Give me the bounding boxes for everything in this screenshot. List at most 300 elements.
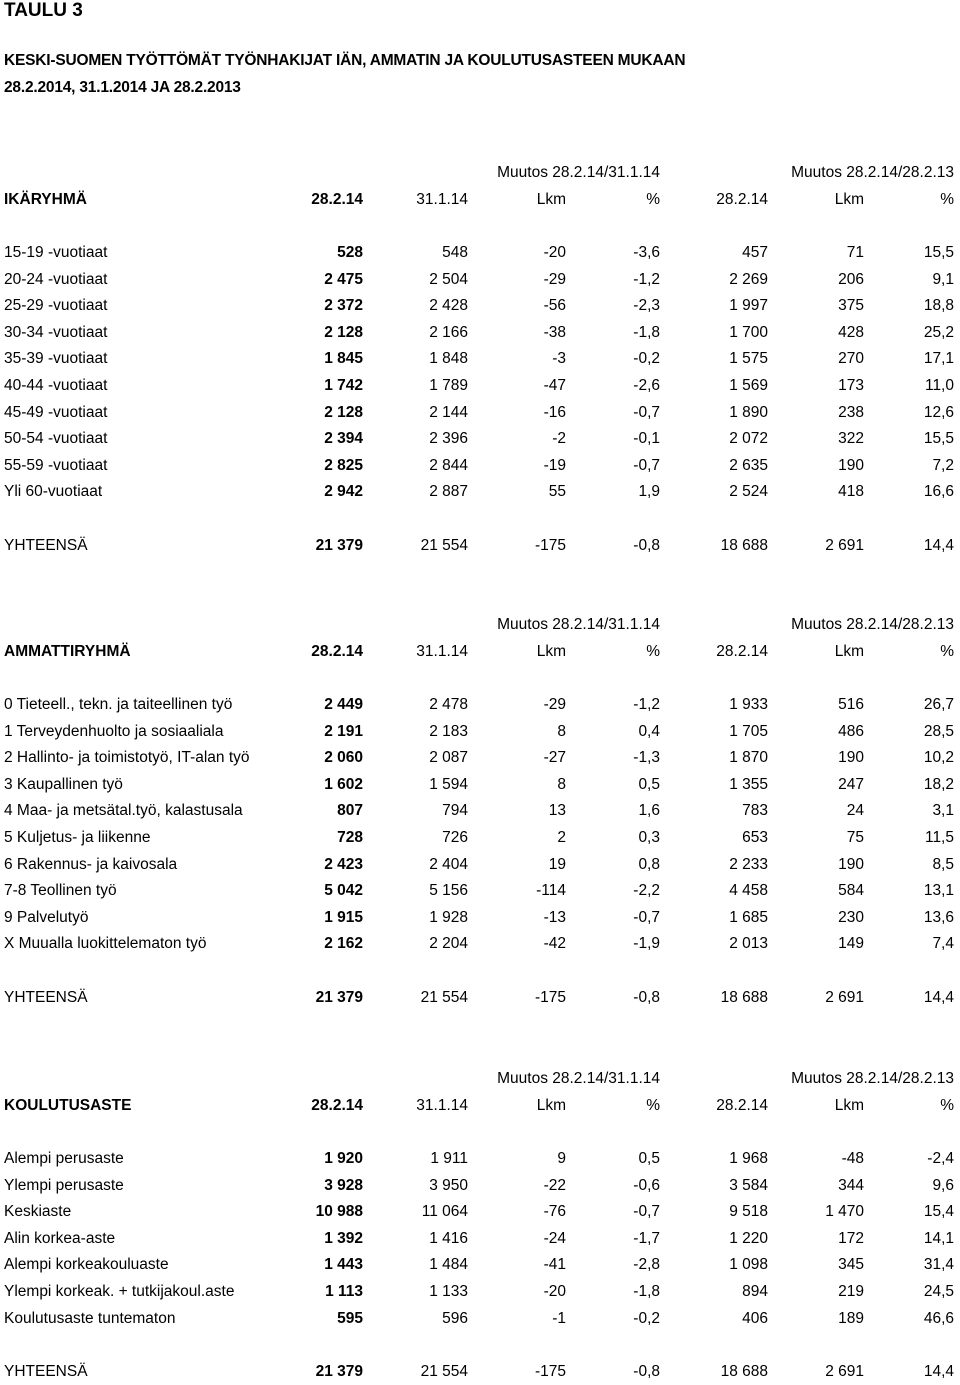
total-cell: 2 691 — [825, 989, 864, 1006]
table-row — [0, 267, 960, 293]
table-cell: 247 — [838, 776, 864, 793]
table-cell: 2 635 — [729, 457, 768, 474]
table-row — [0, 373, 960, 399]
table-row — [0, 293, 960, 319]
table-cell: 1 470 — [825, 1203, 864, 1220]
table-cell: -41 — [543, 1256, 566, 1273]
total-cell: 21 554 — [420, 989, 468, 1006]
table-cell: 0,8 — [638, 856, 660, 873]
row-label: 15-19 -vuotiaat — [4, 244, 108, 261]
table-cell: 31,4 — [923, 1256, 954, 1273]
row-label: 50-54 -vuotiaat — [4, 430, 108, 447]
column-header: % — [940, 643, 954, 660]
table-cell: 1 113 — [325, 1283, 363, 1300]
total-label: YHTEENSÄ — [4, 989, 88, 1006]
row-label: 40-44 -vuotiaat — [4, 377, 108, 394]
table-cell: 1 789 — [429, 377, 468, 394]
table-cell: 2 269 — [729, 271, 768, 288]
table-cell: 149 — [838, 935, 864, 952]
table-cell: 2 013 — [729, 935, 768, 952]
table-cell: 2 166 — [429, 324, 468, 341]
table-cell: 584 — [838, 882, 864, 899]
total-cell: 18 688 — [720, 989, 768, 1006]
table-cell: 9 — [557, 1150, 566, 1167]
table-cell: 24,5 — [923, 1283, 954, 1300]
table-cell: 15,5 — [923, 430, 954, 447]
table-cell: -2,2 — [633, 882, 660, 899]
table-cell: 9,1 — [932, 271, 954, 288]
total-row — [0, 533, 960, 559]
column-header: 28.2.14 — [311, 1097, 363, 1114]
table-cell: 1,6 — [638, 802, 660, 819]
table-cell: 2 204 — [429, 935, 468, 952]
table-cell: 2 423 — [324, 856, 363, 873]
row-label: Alin korkea-aste — [4, 1230, 116, 1247]
table-cell: 14,1 — [923, 1230, 954, 1247]
table-cell: -1,8 — [633, 1283, 660, 1300]
table-cell: 418 — [838, 483, 864, 500]
table-cell: 2 162 — [324, 935, 363, 952]
table-cell: 1 133 — [429, 1283, 468, 1300]
table-cell: -0,7 — [633, 404, 660, 421]
table-cell: 13,6 — [923, 909, 954, 926]
table-cell: -3 — [552, 350, 566, 367]
table-cell: 1 915 — [324, 909, 363, 926]
table-cell: 7,2 — [932, 457, 954, 474]
table-row — [0, 878, 960, 904]
table-row — [0, 719, 960, 745]
table-cell: 783 — [742, 802, 768, 819]
table-cell: 189 — [838, 1310, 864, 1327]
table-cell: -47 — [543, 377, 566, 394]
table-cell: -3,6 — [633, 244, 660, 261]
table-cell: -24 — [543, 1230, 566, 1247]
table-cell: 1 997 — [729, 297, 768, 314]
column-header: Lkm — [834, 643, 864, 660]
table-cell: 1 443 — [324, 1256, 363, 1273]
table-cell: 17,1 — [923, 350, 954, 367]
table-cell: -2,4 — [927, 1150, 954, 1167]
table-cell: 238 — [838, 404, 864, 421]
row-label: Keskiaste — [4, 1203, 72, 1220]
table-cell: -38 — [543, 324, 566, 341]
row-label: 9 Palvelutyö — [4, 909, 89, 926]
table-cell: -0,7 — [633, 457, 660, 474]
table-row — [0, 931, 960, 957]
total-cell: -175 — [534, 1363, 566, 1380]
table-cell: 2 825 — [324, 457, 363, 474]
table-row — [0, 400, 960, 426]
table-cell: 1 920 — [324, 1150, 363, 1167]
row-label: Koulutusaste tuntematon — [4, 1310, 176, 1327]
table-cell: 1 416 — [429, 1230, 468, 1247]
table-cell: 1 098 — [729, 1256, 768, 1273]
table-cell: 3,1 — [932, 802, 954, 819]
table-cell: 1,9 — [638, 483, 660, 500]
table-cell: 3 584 — [729, 1177, 768, 1194]
table-cell: 548 — [442, 244, 468, 261]
row-label: 35-39 -vuotiaat — [4, 350, 108, 367]
total-row — [0, 1359, 960, 1385]
column-header: 31.1.14 — [416, 643, 468, 660]
table-row — [0, 825, 960, 851]
table-cell: 1 602 — [324, 776, 363, 793]
change-period-label: Muutos 28.2.14/31.1.14 — [497, 616, 660, 633]
table-cell: 2 504 — [429, 271, 468, 288]
table-row — [0, 1252, 960, 1278]
section-heading: KOULUTUSASTE — [4, 1097, 132, 1114]
table-cell: -1,8 — [633, 324, 660, 341]
table-cell: 19 — [548, 856, 566, 873]
row-label: 45-49 -vuotiaat — [4, 404, 108, 421]
table-cell: 10,2 — [923, 749, 954, 766]
table-cell: 0,4 — [638, 723, 660, 740]
table-cell: 2 372 — [324, 297, 363, 314]
table-cell: 25,2 — [923, 324, 954, 341]
table-cell: 1 220 — [729, 1230, 768, 1247]
total-label: YHTEENSÄ — [4, 537, 88, 554]
table-cell: 2 144 — [429, 404, 468, 421]
row-label: Alempi korkeakouluaste — [4, 1256, 169, 1273]
table-cell: -29 — [543, 696, 566, 713]
table-cell: 344 — [838, 1177, 864, 1194]
row-label: 7-8 Teollinen työ — [4, 882, 117, 899]
table-cell: 794 — [442, 802, 468, 819]
table-row — [0, 240, 960, 266]
table-cell: 1 700 — [729, 324, 768, 341]
table-row — [0, 798, 960, 824]
table-cell: 190 — [838, 457, 864, 474]
table-cell: -22 — [543, 1177, 566, 1194]
column-header: % — [646, 1097, 660, 1114]
row-label: 25-29 -vuotiaat — [4, 297, 108, 314]
table-cell: -2,3 — [633, 297, 660, 314]
column-header: % — [646, 191, 660, 208]
table-cell: 8 — [557, 723, 566, 740]
table-cell: 2 233 — [729, 856, 768, 873]
table-cell: 7,4 — [932, 935, 954, 952]
table-cell: 28,5 — [923, 723, 954, 740]
column-header-row — [0, 187, 960, 213]
row-label: 5 Kuljetus- ja liikenne — [4, 829, 151, 846]
table-cell: 894 — [742, 1283, 768, 1300]
table-cell: 2 396 — [429, 430, 468, 447]
table-cell: 1 848 — [429, 350, 468, 367]
table-cell: 13,1 — [923, 882, 954, 899]
table-cell: 15,4 — [923, 1203, 954, 1220]
table-row — [0, 1306, 960, 1332]
table-dates: 28.2.2014, 31.1.2014 JA 28.2.2013 — [4, 79, 241, 96]
total-cell: 2 691 — [825, 537, 864, 554]
column-header: 28.2.14 — [716, 191, 768, 208]
table-cell: 2 887 — [429, 483, 468, 500]
table-cell: 5 042 — [324, 882, 363, 899]
table-cell: -0,2 — [633, 1310, 660, 1327]
table-cell: 8,5 — [932, 856, 954, 873]
total-cell: 2 691 — [825, 1363, 864, 1380]
table-cell: 3 950 — [429, 1177, 468, 1194]
table-row — [0, 1279, 960, 1305]
table-cell: -1,3 — [633, 749, 660, 766]
column-header: 28.2.14 — [311, 643, 363, 660]
table-cell: 4 458 — [729, 882, 768, 899]
table-row — [0, 905, 960, 931]
table-cell: 2 404 — [429, 856, 468, 873]
table-cell: 653 — [742, 829, 768, 846]
column-header: % — [940, 191, 954, 208]
row-label: 30-34 -vuotiaat — [4, 324, 108, 341]
row-label: Ylempi korkeak. + tutkijakoul.aste — [4, 1283, 235, 1300]
total-cell: -0,8 — [633, 1363, 660, 1380]
row-label: 2 Hallinto- ja toimistotyö, IT-alan työ — [4, 749, 250, 766]
table-cell: 2 475 — [324, 271, 363, 288]
table-cell: 18,8 — [923, 297, 954, 314]
table-cell: 2 — [557, 829, 566, 846]
column-header: Lkm — [834, 1097, 864, 1114]
total-cell: -0,8 — [633, 537, 660, 554]
total-label: YHTEENSÄ — [4, 1363, 88, 1380]
column-header-row — [0, 1093, 960, 1119]
table-cell: -16 — [543, 404, 566, 421]
row-label: 0 Tieteell., tekn. ja taiteellinen työ — [4, 696, 233, 713]
total-cell: 14,4 — [923, 989, 954, 1006]
table-cell: 190 — [838, 749, 864, 766]
table-cell: 1 355 — [729, 776, 768, 793]
table-cell: 190 — [838, 856, 864, 873]
row-label: 1 Terveydenhuolto ja sosiaaliala — [4, 723, 224, 740]
table-cell: 2 524 — [729, 483, 768, 500]
table-cell: -27 — [543, 749, 566, 766]
table-cell: 1 594 — [429, 776, 468, 793]
table-cell: -42 — [543, 935, 566, 952]
table-cell: 5 156 — [429, 882, 468, 899]
table-cell: 230 — [838, 909, 864, 926]
table-cell: -0,1 — [633, 430, 660, 447]
total-cell: -175 — [534, 537, 566, 554]
table-cell: -1,9 — [633, 935, 660, 952]
table-cell: 2 942 — [324, 483, 363, 500]
table-cell: 0,3 — [638, 829, 660, 846]
total-cell: 14,4 — [923, 537, 954, 554]
table-cell: -76 — [543, 1203, 566, 1220]
table-cell: 345 — [838, 1256, 864, 1273]
table-row — [0, 320, 960, 346]
table-cell: 10 988 — [315, 1203, 363, 1220]
total-cell: 21 379 — [315, 537, 363, 554]
table-cell: 2 478 — [429, 696, 468, 713]
row-label: Yli 60-vuotiaat — [4, 483, 103, 500]
table-cell: 2 128 — [324, 324, 363, 341]
table-cell: 1 705 — [729, 723, 768, 740]
table-cell: 1 933 — [729, 696, 768, 713]
table-cell: 516 — [838, 696, 864, 713]
table-cell: 1 484 — [429, 1256, 468, 1273]
table-cell: 75 — [846, 829, 864, 846]
table-cell: 1 968 — [729, 1150, 768, 1167]
table-cell: -1,7 — [633, 1230, 660, 1247]
table-cell: -0,7 — [633, 1203, 660, 1220]
table-cell: 2 060 — [324, 749, 363, 766]
table-cell: -2,6 — [633, 377, 660, 394]
table-row — [0, 772, 960, 798]
table-cell: 596 — [442, 1310, 468, 1327]
table-cell: 172 — [838, 1230, 864, 1247]
table-row — [0, 479, 960, 505]
table-cell: -1,2 — [633, 271, 660, 288]
table-cell: 322 — [838, 430, 864, 447]
table-cell: 1 742 — [324, 377, 363, 394]
column-header: 31.1.14 — [416, 191, 468, 208]
table-cell: 1 911 — [430, 1150, 468, 1167]
table-cell: 1 845 — [324, 350, 363, 367]
total-cell: 21 379 — [315, 989, 363, 1006]
table-cell: -1,2 — [633, 696, 660, 713]
table-row — [0, 1146, 960, 1172]
row-label: 55-59 -vuotiaat — [4, 457, 108, 474]
table-cell: 46,6 — [923, 1310, 954, 1327]
table-cell: -20 — [543, 1283, 566, 1300]
table-cell: 2 191 — [324, 723, 363, 740]
row-label: Ylempi perusaste — [4, 1177, 124, 1194]
table-cell: 0,5 — [638, 1150, 660, 1167]
column-header-row — [0, 639, 960, 665]
change-period-label: Muutos 28.2.14/28.2.13 — [791, 1070, 954, 1087]
table-cell: 2 072 — [729, 430, 768, 447]
total-cell: 21 379 — [315, 1363, 363, 1380]
row-label: 6 Rakennus- ja kaivosala — [4, 856, 178, 873]
page-title: TAULU 3 — [4, 0, 83, 21]
table-row — [0, 692, 960, 718]
table-cell: 24 — [846, 802, 864, 819]
column-header: 28.2.14 — [311, 191, 363, 208]
table-cell: 1 392 — [324, 1230, 363, 1247]
column-header: Lkm — [834, 191, 864, 208]
table-row — [0, 426, 960, 452]
table-cell: 12,6 — [923, 404, 954, 421]
table-cell: 0,5 — [638, 776, 660, 793]
table-cell: 206 — [838, 271, 864, 288]
total-row — [0, 985, 960, 1011]
section-heading: AMMATTIRYHMÄ — [4, 643, 131, 660]
table-cell: 1 685 — [729, 909, 768, 926]
table-row — [0, 852, 960, 878]
table-row — [0, 745, 960, 771]
table-cell: 9,6 — [932, 1177, 954, 1194]
column-header: 31.1.14 — [416, 1097, 468, 1114]
table-cell: -0,7 — [633, 909, 660, 926]
total-cell: 21 554 — [420, 537, 468, 554]
table-cell: 11 064 — [421, 1203, 468, 1220]
total-cell: 18 688 — [720, 1363, 768, 1380]
total-cell: 18 688 — [720, 537, 768, 554]
table-cell: 3 928 — [324, 1177, 363, 1194]
total-cell: -0,8 — [633, 989, 660, 1006]
table-cell: 486 — [838, 723, 864, 740]
change-period-label: Muutos 28.2.14/31.1.14 — [497, 1070, 660, 1087]
row-label: 20-24 -vuotiaat — [4, 271, 108, 288]
total-cell: 14,4 — [923, 1363, 954, 1380]
column-header: % — [940, 1097, 954, 1114]
change-header-row — [0, 1066, 960, 1092]
column-header: 28.2.14 — [716, 1097, 768, 1114]
table-cell: 428 — [838, 324, 864, 341]
change-header-row — [0, 612, 960, 638]
column-header: Lkm — [536, 1097, 566, 1114]
change-period-label: Muutos 28.2.14/28.2.13 — [791, 164, 954, 181]
row-label: X Muualla luokittelematon työ — [4, 935, 207, 952]
table-cell: 1 928 — [429, 909, 468, 926]
table-cell: -29 — [543, 271, 566, 288]
table-cell: -48 — [841, 1150, 864, 1167]
total-cell: 21 554 — [420, 1363, 468, 1380]
total-cell: -175 — [534, 989, 566, 1006]
table-cell: -1 — [552, 1310, 566, 1327]
table-cell: 15,5 — [923, 244, 954, 261]
table-cell: -114 — [536, 882, 566, 899]
column-header: % — [646, 643, 660, 660]
column-header: Lkm — [536, 643, 566, 660]
table-cell: 807 — [337, 802, 363, 819]
table-cell: 55 — [548, 483, 566, 500]
row-label: Alempi perusaste — [4, 1150, 124, 1167]
change-period-label: Muutos 28.2.14/28.2.13 — [791, 616, 954, 633]
table-cell: 2 394 — [324, 430, 363, 447]
change-header-row — [0, 160, 960, 186]
table-cell: 2 128 — [324, 404, 363, 421]
table-cell: 1 569 — [729, 377, 768, 394]
table-cell: -20 — [543, 244, 566, 261]
table-cell: 18,2 — [923, 776, 954, 793]
section-heading: IKÄRYHMÄ — [4, 191, 87, 208]
table-cell: 11,5 — [924, 829, 954, 846]
table-cell: 457 — [742, 244, 768, 261]
table-cell: -0,6 — [633, 1177, 660, 1194]
table-row — [0, 1199, 960, 1225]
table-subtitle: KESKI-SUOMEN TYÖTTÖMÄT TYÖNHAKIJAT IÄN, AMMATIN JA KOULUTUSASTEEN MUKAAN — [4, 52, 686, 69]
row-label: 4 Maa- ja metsätal.työ, kalastusala — [4, 802, 243, 819]
table-cell: -0,2 — [633, 350, 660, 367]
table-cell: 1 870 — [729, 749, 768, 766]
table-cell: 219 — [838, 1283, 864, 1300]
table-row — [0, 1226, 960, 1252]
table-cell: -2,8 — [633, 1256, 660, 1273]
table-cell: -2 — [552, 430, 566, 447]
table-cell: -13 — [543, 909, 566, 926]
table-row — [0, 453, 960, 479]
table-cell: 726 — [442, 829, 468, 846]
table-cell: 528 — [337, 244, 363, 261]
table-row — [0, 1173, 960, 1199]
table-row — [0, 346, 960, 372]
table-cell: 2 844 — [429, 457, 468, 474]
table-cell: 375 — [838, 297, 864, 314]
table-cell: 595 — [337, 1310, 363, 1327]
table-cell: 2 183 — [429, 723, 468, 740]
table-cell: -19 — [543, 457, 566, 474]
table-cell: 16,6 — [923, 483, 954, 500]
table-cell: 13 — [548, 802, 566, 819]
table-cell: 26,7 — [923, 696, 954, 713]
table-cell: 71 — [846, 244, 864, 261]
table-cell: -56 — [543, 297, 566, 314]
column-header: 28.2.14 — [716, 643, 768, 660]
table-cell: 9 518 — [729, 1203, 768, 1220]
table-cell: 8 — [557, 776, 566, 793]
table-cell: 173 — [838, 377, 864, 394]
change-period-label: Muutos 28.2.14/31.1.14 — [497, 164, 660, 181]
table-cell: 2 428 — [429, 297, 468, 314]
table-cell: 2 087 — [429, 749, 468, 766]
